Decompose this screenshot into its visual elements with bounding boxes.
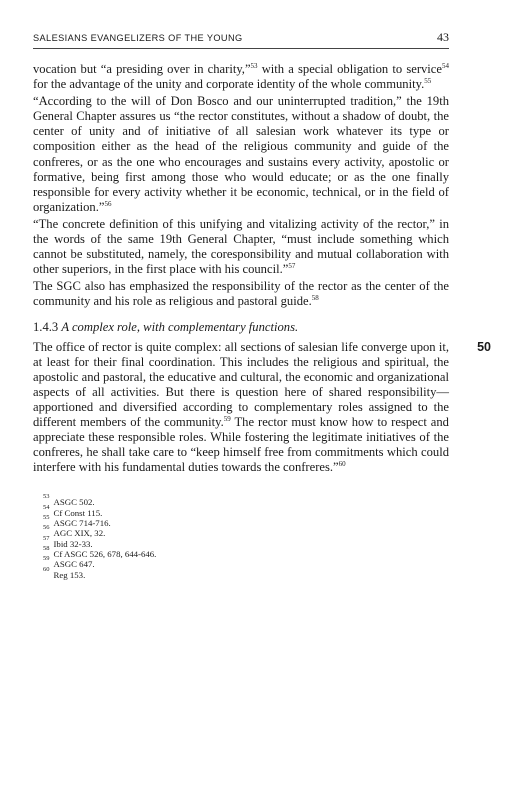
running-title: SALESIANS EVANGELIZERS OF THE YOUNG <box>33 33 243 43</box>
footnote <box>43 493 449 508</box>
page-number: 43 <box>437 30 449 44</box>
text-run: “The concrete definition of this unifying and vitalizing activity of the rector,” in the words of the same 19th General Chapter, “must include something which cannot be substituted, namely, the coresponsibility and mutual collaboration with other superiors, in the first place with his council.” <box>33 216 449 277</box>
text-run: “According to the will of Don Bosco and our uninterrupted tradition,” the 19th General Chapter assures us “the rector constitutes, without a shadow of doubt, the center of unity and of initiative of all salesian work whatever its type or composition either as the head of the religious community and guide of the confreres, or as the one who encourages and sustains every activity, apostolic or formative, being first among those who would educate; or as the one finally responsible for every activity whether it be economic, technical, or in the field of organization.” <box>33 94 449 214</box>
footnote-ref: 54 <box>442 61 449 70</box>
footnote <box>43 565 449 580</box>
text-run: for the advantage of the unity and corporate identity of the whole community. <box>33 77 425 92</box>
footnote-text: ASGC 502. <box>53 497 95 508</box>
footnote-text: ASGC 647. <box>53 559 95 570</box>
footnote <box>43 555 449 570</box>
section-number: 1.4.3 <box>33 319 59 334</box>
footnote-ref: 59 <box>223 414 231 423</box>
section-paragraph <box>33 340 449 476</box>
page <box>33 30 491 580</box>
section-heading <box>33 320 449 335</box>
paragraph <box>33 279 449 309</box>
footnote-text: Ibid 32-33. <box>53 538 93 549</box>
footnote-text: Reg 153. <box>53 569 86 580</box>
footnote <box>43 544 449 559</box>
footnote-text: AGC XIX, 32. <box>53 528 106 539</box>
text-run: The office of rector is quite complex: all sections of salesian life converge upon it, at least for their final coordination. This includes the religious and spiritual, the apostolic and pastoral, the educative and cultural, the economic and organizational aspects of all activities. But there is question here of shared responsibility—apportioned and diversified according to complementary roles assigned to the different members of the community. <box>33 339 449 430</box>
footnote <box>43 524 449 539</box>
text-run: The SGC also has emphasized the responsibility of the rector as the center of the community and his role as religious and pastoral guide. <box>33 279 449 309</box>
footnote <box>43 534 449 549</box>
footnote-ref: 58 <box>311 294 319 303</box>
paragraph <box>33 62 449 92</box>
footnote-text: ASGC 714-716. <box>53 518 111 529</box>
text-run: with a special obligation to service <box>257 62 442 76</box>
footnote-number: 53 <box>43 493 50 501</box>
text-run: vocation but “a presiding over in charity,” <box>33 62 251 76</box>
footnote <box>43 514 449 529</box>
paragraph <box>33 94 449 215</box>
text-run: The rector must know how to respect and appreciate these responsible roles. While fostering the legitimate initiatives of the confreres, he shall take care to “keep himself free from commitments which could interfere with his fundamental duties towards the confreres.” <box>33 415 449 475</box>
paragraph-list <box>33 62 449 310</box>
footnote-ref: 60 <box>338 460 346 469</box>
section-block <box>33 339 491 476</box>
footnote-text: Cf Const 115. <box>53 507 103 518</box>
footnote-number: 60 <box>43 565 50 573</box>
running-header <box>33 30 449 49</box>
footnote <box>43 503 449 518</box>
footnote-number: 54 <box>43 503 50 511</box>
footnote-number: 55 <box>43 514 50 522</box>
footnote-number: 57 <box>43 534 50 542</box>
margin-number: 50 <box>477 339 491 354</box>
section-title: A complex role, with complementary functions. <box>61 319 299 334</box>
footnote-number: 58 <box>43 544 50 552</box>
footnote-number: 59 <box>43 555 50 563</box>
body-text <box>33 61 491 475</box>
footnote-ref: 57 <box>288 262 296 271</box>
footnote-text: Cf ASGC 526, 678, 644-646. <box>53 548 157 559</box>
paragraph <box>33 217 449 277</box>
footnote-ref: 53 <box>250 61 258 70</box>
footnotes <box>33 493 449 580</box>
footnote-ref: 55 <box>424 76 432 85</box>
footnote-ref: 56 <box>104 199 112 208</box>
footnote-number: 56 <box>43 524 50 532</box>
